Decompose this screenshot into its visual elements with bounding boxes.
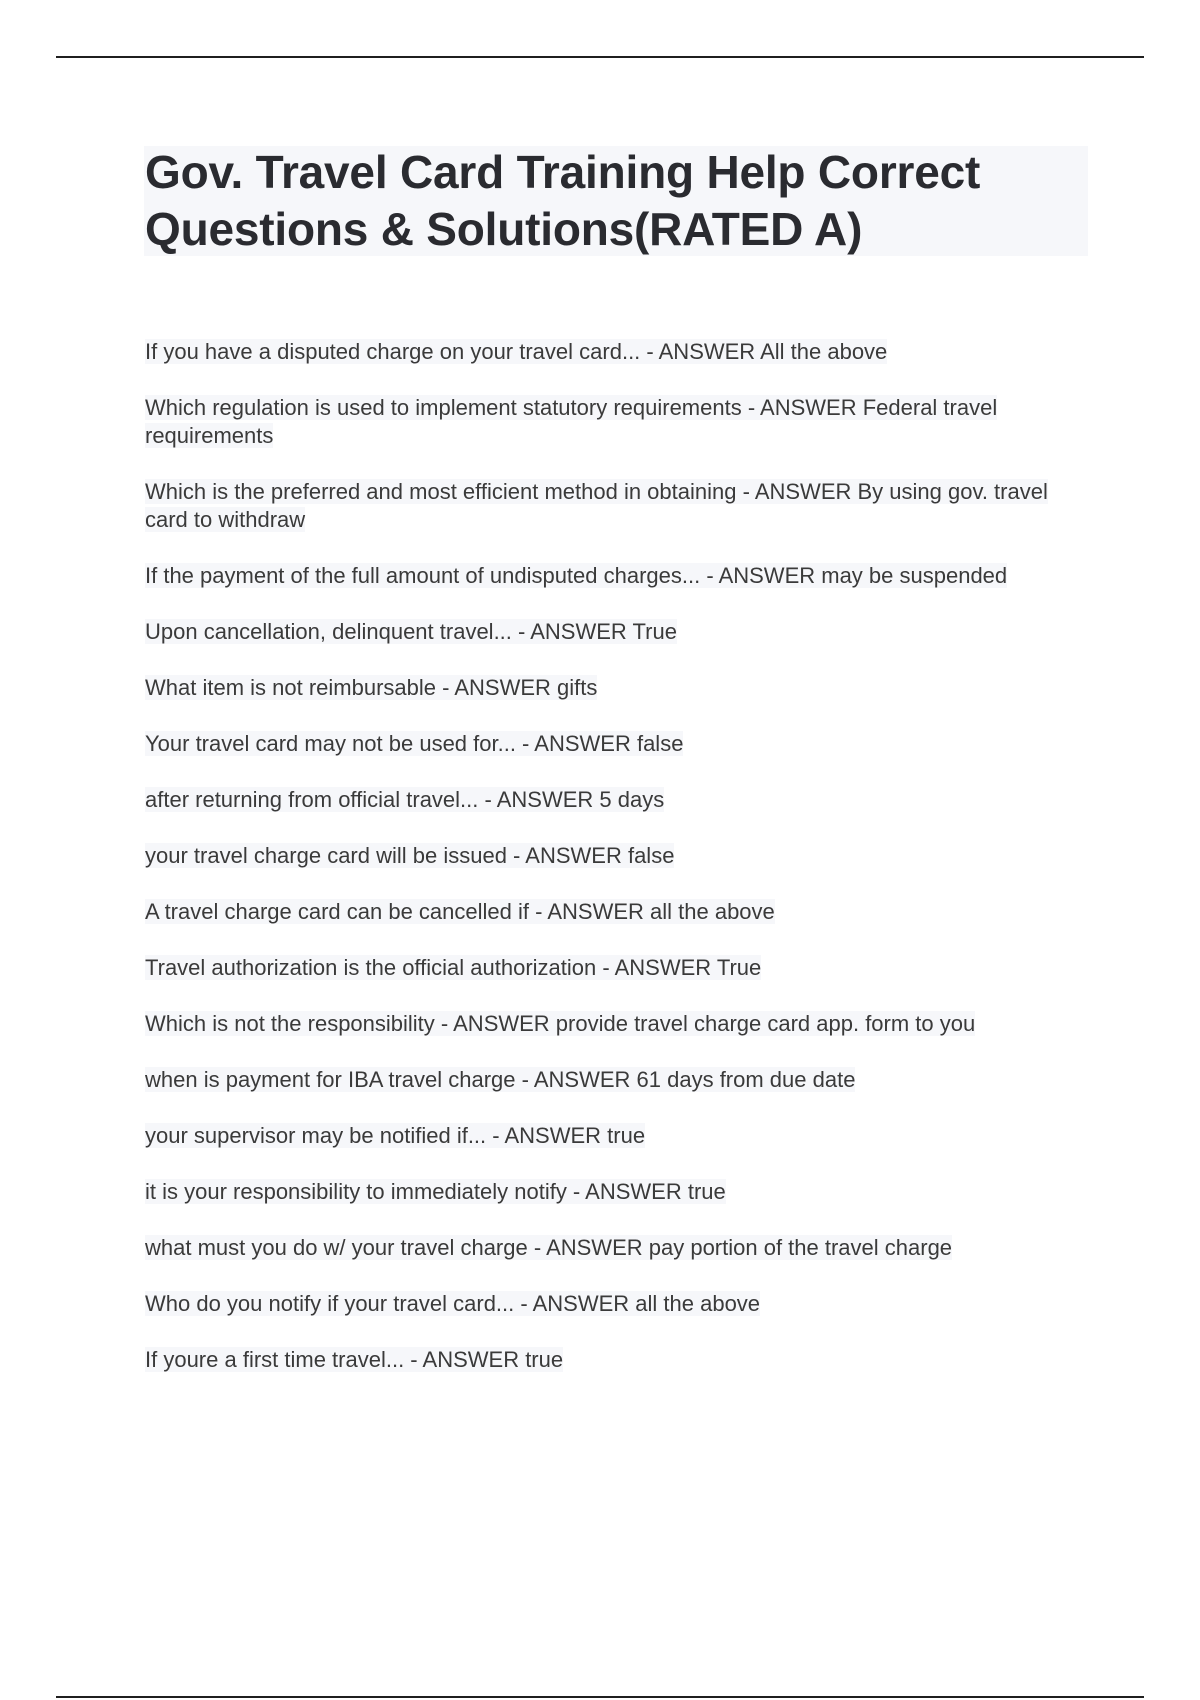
footer-rule [56, 1696, 1144, 1698]
qa-item-text: Which is not the responsibility - ANSWER provide travel charge card app. form to you [145, 1011, 976, 1036]
qa-list [145, 338, 1095, 1402]
qa-item [145, 954, 1095, 982]
qa-item [145, 1234, 1095, 1262]
qa-item-text: Upon cancellation, delinquent travel... - ANSWER True [145, 619, 677, 644]
qa-item [145, 1346, 1095, 1374]
qa-item [145, 478, 1095, 534]
header-rule [56, 56, 1144, 58]
qa-item-text: Who do you notify if your travel card... - ANSWER all the above [145, 1291, 761, 1316]
qa-item [145, 338, 1095, 366]
qa-item [145, 730, 1095, 758]
qa-item-text: after returning from official travel... - ANSWER 5 days [145, 787, 665, 812]
qa-item [145, 562, 1095, 590]
qa-item [145, 394, 1095, 450]
qa-item-text: your supervisor may be notified if... - ANSWER true [145, 1123, 646, 1148]
qa-item [145, 1122, 1095, 1150]
qa-item-text: Travel authorization is the official authorization - ANSWER True [145, 955, 762, 980]
qa-item [145, 1010, 1095, 1038]
qa-item-text: A travel charge card can be cancelled if - ANSWER all the above [145, 899, 775, 924]
qa-item-text: If youre a first time travel... - ANSWER true [145, 1347, 564, 1372]
qa-item [145, 1290, 1095, 1318]
qa-item [145, 842, 1095, 870]
qa-item-text: If the payment of the full amount of undisputed charges... - ANSWER may be suspended [145, 563, 1008, 588]
qa-item-text: What item is not reimbursable - ANSWER gifts [145, 675, 598, 700]
qa-item [145, 674, 1095, 702]
qa-item [145, 898, 1095, 926]
qa-item [145, 618, 1095, 646]
qa-item-text: If you have a disputed charge on your travel card... - ANSWER All the above [145, 339, 888, 364]
qa-item-text: Your travel card may not be used for... - ANSWER false [145, 731, 684, 756]
qa-item-text: Which regulation is used to implement statutory requirements - ANSWER Federal travel requirements [145, 395, 998, 448]
qa-item [145, 1066, 1095, 1094]
qa-item-text: your travel charge card will be issued - ANSWER false [145, 843, 675, 868]
qa-item [145, 1178, 1095, 1206]
qa-item-text: what must you do w/ your travel charge - ANSWER pay portion of the travel charge [145, 1235, 953, 1260]
document-title: Gov. Travel Card Training Help Correct Questions & Solutions(RATED A) [145, 146, 981, 255]
qa-item-text: Which is the preferred and most efficient method in obtaining - ANSWER By using gov. travel card to withdraw [145, 479, 1048, 532]
qa-item-text: it is your responsibility to immediately notify - ANSWER true [145, 1179, 726, 1204]
qa-item-text: when is payment for IBA travel charge - ANSWER 61 days from due date [145, 1067, 856, 1092]
qa-item [145, 786, 1095, 814]
